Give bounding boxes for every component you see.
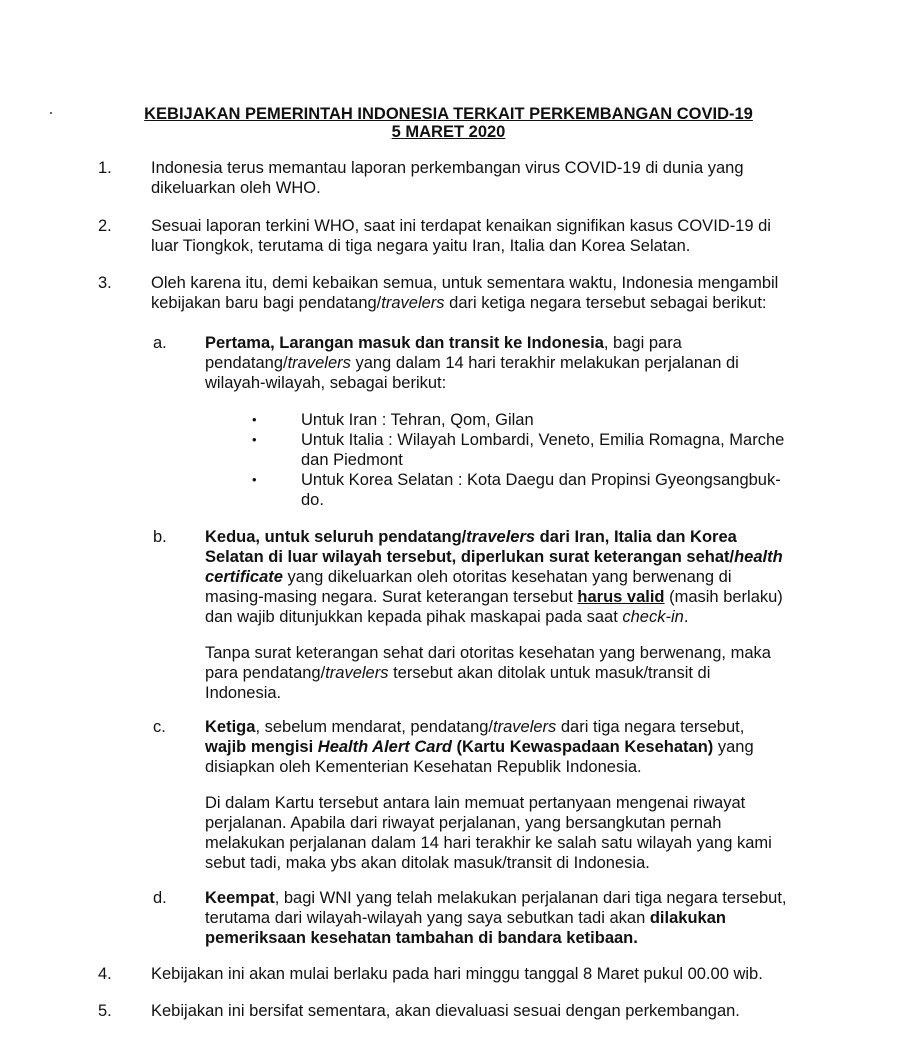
text-line: Indonesia terus memantau laporan perkembangan virus COVID-19 di dunia yang <box>151 159 744 177</box>
text-line <box>205 737 788 757</box>
item-number: 2. <box>98 217 112 235</box>
text-run: harus valid <box>577 588 665 606</box>
item-text <box>151 964 787 984</box>
sub-item-letter: c. <box>153 718 166 736</box>
item-number: 1. <box>98 159 112 177</box>
text-line <box>205 567 788 587</box>
text-run: , bagi WNI yang telah melakukan perjalanan dari tiga negara tersebut, <box>274 889 787 907</box>
item-number: 3. <box>98 274 112 292</box>
sub-item-text <box>205 888 788 948</box>
text-run: para pendatang/ <box>205 664 326 682</box>
text-run: , bagi para <box>603 334 682 352</box>
text-run: pendatang/ <box>205 354 288 372</box>
text-run: Pertama, Larangan masuk dan transit ke Indonesia <box>205 334 604 352</box>
text-run: . <box>683 608 689 626</box>
bullet-text <box>301 470 791 510</box>
text-line <box>205 527 788 547</box>
text-line <box>205 547 788 567</box>
item-number: 4. <box>98 965 112 983</box>
text-line <box>205 587 788 607</box>
text-run: yang dikeluarkan oleh otoritas kesehatan yang berwenang di <box>282 568 732 586</box>
text-line: wilayah-wilayah, sebagai berikut: <box>205 374 447 392</box>
text-run: kebijakan baru bagi pendatang/ <box>151 294 382 312</box>
text-line: disiapkan oleh Kementerian Kesehatan Republik Indonesia. <box>205 758 642 776</box>
sub-item-text <box>205 717 788 777</box>
text-line: Oleh karena itu, demi kebaikan semua, untuk sementara waktu, Indonesia mengambil <box>151 274 779 292</box>
text-run: Selatan di luar wilayah tersebut, diperlukan surat keterangan sehat/ <box>205 548 735 566</box>
text-line <box>205 353 788 373</box>
text-line: perjalanan. Apabila dari riwayat perjalanan, yang bersangkutan pernah <box>205 814 722 832</box>
text-run: travelers <box>493 718 557 736</box>
text-run: (masih berlaku) <box>664 588 783 606</box>
bullet-icon: • <box>252 472 257 487</box>
text-line <box>151 293 787 313</box>
item-text <box>151 1001 787 1021</box>
sub-item-paragraph <box>205 643 788 703</box>
sub-item-letter: d. <box>153 889 167 907</box>
text-run: , sebelum mendarat, pendatang/ <box>255 718 494 736</box>
text-run: travelers <box>466 528 536 546</box>
item-text <box>151 273 787 313</box>
text-run: dan wajib ditunjukkan kepada pihak maskapai pada saat <box>205 608 623 626</box>
text-line <box>205 908 788 928</box>
text-run: dari ketiga negara tersebut sebagai berikut: <box>444 294 767 312</box>
text-line <box>205 607 788 627</box>
sub-item-letter: b. <box>153 528 167 546</box>
text-line <box>205 333 788 353</box>
document-title: KEBIJAKAN PEMERINTAH INDONESIA TERKAIT PERKEMBANGAN COVID-19 <box>144 105 753 123</box>
text-run: health <box>734 548 783 566</box>
text-run: Keempat <box>205 889 275 907</box>
sub-item-paragraph <box>205 793 788 873</box>
text-run: travelers <box>287 354 351 372</box>
sub-item-letter: a. <box>153 334 167 352</box>
text-line: Sesuai laporan terkini WHO, saat ini terdapat kenaikan signifikan kasus COVID-19 di <box>151 217 771 235</box>
bullet-text <box>301 410 791 430</box>
text-run: dilakukan <box>649 909 726 927</box>
bullet-icon: • <box>252 432 257 447</box>
text-line <box>205 717 788 737</box>
text-run: certificate <box>205 568 283 586</box>
text-run: travelers <box>381 294 445 312</box>
text-line <box>205 663 788 683</box>
text-line: Kebijakan ini akan mulai berlaku pada hari minggu tanggal 8 Maret pukul 00.00 wib. <box>151 965 763 983</box>
text-line: Untuk Italia : Wilayah Lombardi, Veneto, Emilia Romagna, Marche <box>301 431 785 449</box>
text-line: Di dalam Kartu tersebut antara lain memuat pertanyaan mengenai riwayat <box>205 794 746 812</box>
item-number: 5. <box>98 1002 112 1020</box>
text-line: Untuk Korea Selatan : Kota Daegu dan Propinsi Gyeongsangbuk- <box>301 471 781 489</box>
text-line: sebut tadi, maka ybs akan ditolak masuk/transit di Indonesia. <box>205 854 650 872</box>
item-text <box>151 158 787 198</box>
text-run: yang <box>713 738 754 756</box>
sub-item-text <box>205 333 788 393</box>
text-run: wajib mengisi <box>205 738 318 756</box>
text-line: Indonesia. <box>205 684 282 702</box>
bullet-text <box>301 430 791 470</box>
text-run: dari Iran, Italia dan Korea <box>535 528 737 546</box>
text-line: Kebijakan ini bersifat sementara, akan dievaluasi sesuai dengan perkembangan. <box>151 1002 740 1020</box>
text-run: masing-masing negara. Surat keterangan tersebut <box>205 588 578 606</box>
text-line <box>205 888 788 908</box>
text-run: yang dalam 14 hari terakhir melakukan perjalanan di <box>350 354 739 372</box>
text-line: luar Tiongkok, terutama di tiga negara yaitu Iran, Italia dan Korea Selatan. <box>151 237 691 255</box>
item-text <box>151 216 787 256</box>
text-line b <box>205 928 788 948</box>
text-line: melakukan perjalanan dalam 14 hari terakhir ke salah satu wilayah yang kami <box>205 834 772 852</box>
text-run: tersebut akan ditolak untuk masuk/transit di <box>388 664 711 682</box>
text-line: do. <box>301 491 324 509</box>
document-date: 5 MARET 2020 <box>391 123 506 141</box>
text-run: (Kartu Kewaspadaan Kesehatan) <box>451 738 714 756</box>
text-run: dari tiga negara tersebut, <box>556 718 745 736</box>
text-run: pemeriksaan kesehatan tambahan di bandara ketibaan. <box>205 929 638 947</box>
text-run: terutama dari wilayah-wilayah yang saya sebutkan tadi akan <box>205 909 650 927</box>
text-run: Kedua, untuk seluruh pendatang/ <box>205 528 467 546</box>
text-run: travelers <box>325 664 389 682</box>
text-line: dikeluarkan oleh WHO. <box>151 179 321 197</box>
bullet-icon: • <box>252 412 257 427</box>
text-run: Ketiga <box>205 718 256 736</box>
text-line: dan Piedmont <box>301 451 403 469</box>
sub-item-text <box>205 527 788 627</box>
text-run: Health Alert Card <box>317 738 452 756</box>
text-run: check-in <box>622 608 684 626</box>
text-line: Tanpa surat keterangan sehat dari otoritas kesehatan yang berwenang, maka <box>205 644 771 662</box>
text-line: Untuk Iran : Tehran, Qom, Gilan <box>301 411 534 429</box>
